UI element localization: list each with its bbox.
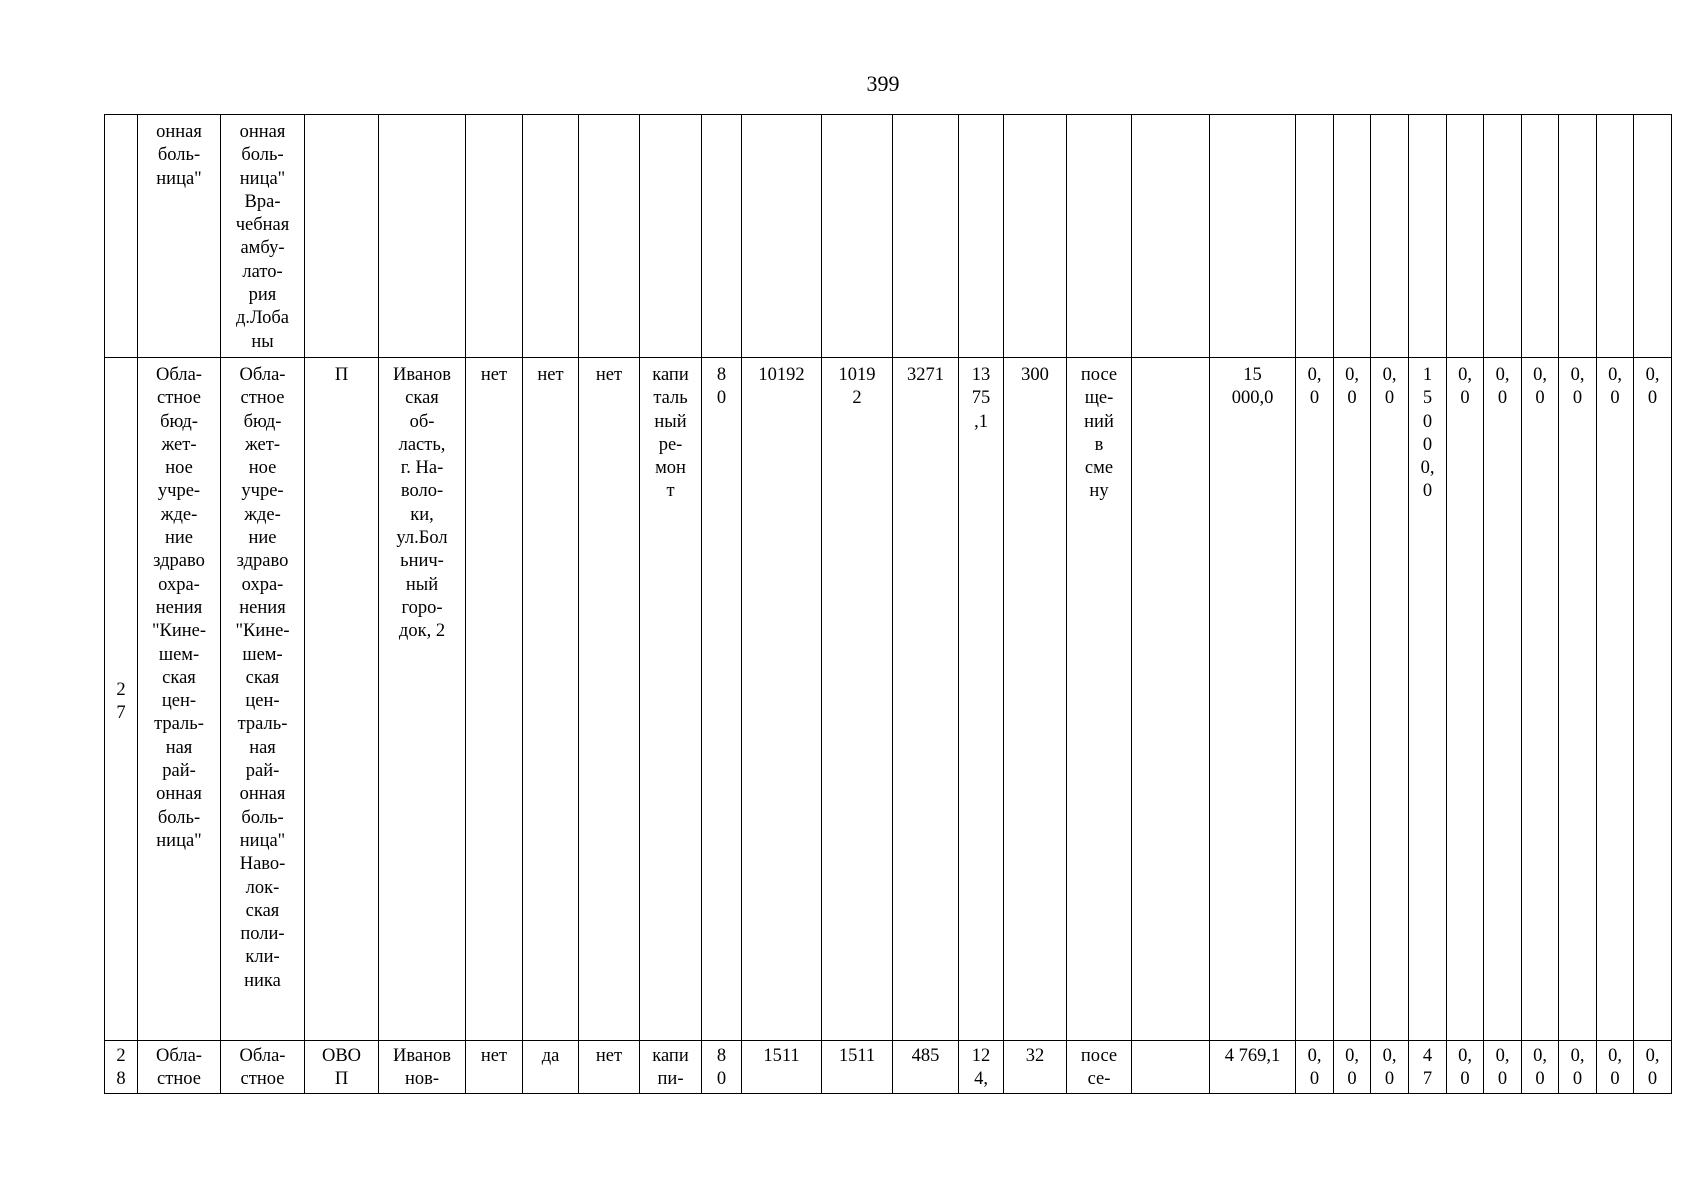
cell-text-line: 0,: [1608, 365, 1622, 385]
cell-text-line: 0: [1347, 388, 1357, 409]
cell-text-line: 2: [116, 1046, 126, 1066]
table-cell: [305, 1041, 379, 1094]
cell-text-line: об-: [409, 411, 435, 432]
cell-text-line: сме: [1084, 458, 1114, 479]
cell-text-line: онная: [239, 122, 286, 142]
cell-text-line: Обла-: [156, 1046, 202, 1066]
table-cell: [1559, 358, 1597, 1041]
cell-text-line: ница": [156, 830, 202, 851]
cell-text-line: цен-: [245, 691, 280, 712]
cell-text-line: ре-: [658, 434, 683, 455]
cell-text-line: амбу-: [240, 238, 285, 259]
cell-text-line: рия: [248, 285, 277, 306]
table-cell: [1004, 358, 1067, 1041]
cell-text-line: поли-: [240, 924, 285, 945]
cell-text-line: Обла-: [239, 1046, 286, 1066]
table-cell: [379, 1041, 466, 1094]
cell-text-line: 0: [1309, 388, 1320, 409]
cell-text-line: ще-: [1084, 388, 1114, 409]
table-cell: [742, 1041, 822, 1094]
cell-text-line: лок-: [245, 877, 280, 898]
table-cell: [1371, 1041, 1409, 1094]
cell-text-line: ьнич-: [400, 551, 444, 572]
cell-text-line: 12: [971, 1046, 991, 1066]
table-cell: [1447, 358, 1484, 1041]
table-cell: [466, 358, 523, 1041]
cell-text-line: здраво: [153, 551, 205, 572]
cell-text-line: Иванов: [393, 365, 451, 385]
table-cell: [1447, 115, 1484, 358]
table-cell: [138, 115, 221, 358]
table-cell: [640, 115, 702, 358]
cell-text-line: чебная: [235, 215, 290, 236]
cell-text-line: 0: [1572, 388, 1583, 409]
table-cell: [702, 1041, 742, 1094]
cell-text-line: траль-: [154, 714, 204, 735]
page-number: 399: [866, 71, 900, 96]
cell-text-line: 0,: [1307, 1046, 1322, 1066]
table-cell: [305, 358, 379, 1041]
table-cell: [138, 358, 221, 1041]
cell-text-line: нения: [155, 597, 203, 618]
cell-text-line: 0,: [1382, 365, 1397, 385]
table-cell: [1447, 1041, 1484, 1094]
cell-text-line: 0: [1535, 1069, 1545, 1090]
cell-text-line: 4,: [974, 1069, 988, 1090]
cell-text-line: стное: [240, 1069, 285, 1090]
table-cell: [466, 115, 523, 358]
cell-text-line: 0: [716, 388, 727, 409]
cell-text-line: мон: [655, 458, 686, 479]
cell-text-line: да: [541, 1046, 560, 1066]
cell-text-line: 5: [1422, 388, 1433, 409]
cell-text-line: ний: [1084, 411, 1114, 432]
cell-text-line: 8: [716, 365, 727, 385]
table-cell: [1559, 1041, 1597, 1094]
cell-text-line: жде-: [160, 504, 198, 525]
table-cell: [959, 358, 1004, 1041]
cell-text-line: 4 769,1: [1224, 1046, 1281, 1066]
table-cell: [1371, 358, 1409, 1041]
cell-text-line: 0,: [1570, 365, 1585, 385]
cell-text-line: ная: [249, 737, 276, 758]
table-cell: [1522, 115, 1559, 358]
table-cell: [1132, 358, 1210, 1041]
cell-text-line: рай-: [162, 761, 196, 782]
cell-text-line: 0,: [1495, 1046, 1510, 1066]
table-cell: [379, 358, 466, 1041]
cell-text-line: 32: [1025, 1046, 1045, 1066]
cell-text-line: ,1: [974, 411, 988, 432]
cell-text-line: Обла-: [156, 365, 202, 385]
cell-text-line: ное: [248, 458, 277, 479]
table-cell: [1484, 358, 1522, 1041]
cell-text-line: бюд-: [160, 411, 198, 432]
cell-text-line: охра-: [158, 574, 200, 595]
cell-text-line: 000,0: [1231, 388, 1274, 409]
table-cell: [1634, 358, 1672, 1041]
cell-text-line: П: [334, 1069, 349, 1090]
cell-text-line: 0: [1422, 481, 1433, 502]
cell-text-line: 0: [1309, 1069, 1320, 1090]
table-row: [105, 1041, 1672, 1094]
cell-text-line: 0: [1572, 1069, 1583, 1090]
cell-text-line: т: [666, 481, 675, 502]
cell-text-line: 3271: [907, 365, 944, 385]
cell-text-line: 0,: [1345, 365, 1359, 385]
cell-text-line: посе: [1080, 1046, 1118, 1066]
table-cell: [523, 358, 579, 1041]
cell-text-line: 300: [1021, 365, 1049, 385]
cell-text-line: д.Лоба: [236, 308, 289, 329]
cell-text-line: ская: [405, 388, 439, 409]
table-cell: [1004, 115, 1067, 358]
cell-text-line: боль-: [241, 145, 284, 166]
cell-text-line: ны: [251, 331, 274, 352]
cell-text-line: 485: [911, 1046, 940, 1066]
table-cell: [959, 115, 1004, 358]
cell-text-line: 0: [1497, 388, 1508, 409]
cell-text-line: кли-: [245, 947, 280, 968]
cell-text-line: 0: [1610, 1069, 1620, 1090]
cell-text-line: 0: [716, 1069, 727, 1090]
cell-text-line: 0: [1384, 1069, 1395, 1090]
data-table: [104, 114, 1672, 1094]
table-cell: [1334, 115, 1371, 358]
table-cell: [742, 115, 822, 358]
cell-text-line: в: [1094, 434, 1104, 455]
cell-text-line: посе: [1080, 365, 1118, 385]
cell-text-line: 0,: [1458, 365, 1472, 385]
cell-text-line: жде-: [244, 504, 281, 525]
table-cell: [579, 1041, 640, 1094]
cell-text-line: 0: [1497, 1069, 1508, 1090]
table-cell: [221, 1041, 305, 1094]
cell-text-line: ница": [156, 168, 202, 189]
table-cell: [1597, 115, 1634, 358]
cell-text-line: 2: [852, 388, 862, 409]
table-cell: [742, 358, 822, 1041]
table-cell: [221, 358, 305, 1041]
cell-text-line: 7: [116, 703, 126, 723]
cell-text-line: ница": [239, 830, 286, 851]
cell-text-line: 2: [116, 679, 126, 700]
cell-text-line: нет: [595, 365, 623, 385]
cell-text-line: 0: [1422, 411, 1433, 432]
table-cell: [466, 1041, 523, 1094]
cell-text-line: ние: [164, 528, 193, 549]
cell-text-line: 0,: [1420, 458, 1435, 479]
cell-text-line: г. На-: [400, 458, 444, 479]
table-cell: [893, 115, 959, 358]
table-cell: [640, 358, 702, 1041]
cell-text-line: капи: [652, 365, 689, 385]
cell-text-line: ласть,: [398, 434, 446, 455]
cell-text-line: 0,: [1345, 1046, 1359, 1066]
cell-text-line: шем-: [158, 644, 200, 665]
cell-text-line: 13: [971, 365, 991, 385]
cell-text-line: жет-: [161, 434, 197, 455]
cell-text-line: 0,: [1382, 1046, 1397, 1066]
cell-text-line: ный: [654, 411, 687, 432]
cell-text-line: П: [334, 365, 349, 385]
cell-text-line: 0: [1347, 1069, 1357, 1090]
cell-text-line: ская: [245, 900, 280, 921]
cell-text-line: 0,: [1495, 365, 1510, 385]
table-cell: [822, 115, 893, 358]
cell-text-line: ская: [162, 667, 196, 688]
table-cell: [822, 358, 893, 1041]
cell-text-line: нет: [537, 365, 564, 385]
table-cell-number: [105, 115, 138, 358]
cell-text-line: ну: [1089, 481, 1109, 502]
table-cell: [1210, 1041, 1296, 1094]
cell-text-line: 0: [1384, 388, 1395, 409]
cell-text-line: ние: [248, 528, 277, 549]
cell-text-line: Вра-: [244, 191, 281, 212]
cell-text-line: нет: [480, 365, 508, 385]
cell-text-line: 1: [1422, 365, 1433, 385]
table-cell: [1067, 358, 1132, 1041]
table-cell: [1334, 358, 1371, 1041]
cell-text-line: таль: [653, 388, 688, 409]
cell-text-line: се-: [1087, 1069, 1111, 1090]
table-cell: [1597, 1041, 1634, 1094]
cell-text-line: 0: [1610, 388, 1620, 409]
cell-text-line: онная: [156, 784, 202, 805]
table-cell: [221, 115, 305, 358]
cell-text-line: 8: [116, 1069, 126, 1090]
table-cell: [1559, 115, 1597, 358]
table-cell: [893, 1041, 959, 1094]
cell-text-line: стное: [157, 388, 201, 409]
table-cell: [379, 115, 466, 358]
table-cell: [1484, 115, 1522, 358]
cell-text-line: стное: [157, 1069, 201, 1090]
table-cell: [523, 115, 579, 358]
table-cell-number: [105, 358, 138, 1041]
cell-text-line: 75: [971, 388, 991, 409]
table-cell: [702, 115, 742, 358]
cell-text-line: 0,: [1458, 1046, 1472, 1066]
cell-text-line: воло-: [400, 481, 444, 502]
cell-text-line: 4: [1422, 1046, 1433, 1066]
cell-text-line: 0,: [1570, 1046, 1585, 1066]
table-cell: [893, 358, 959, 1041]
cell-text-line: охра-: [241, 574, 284, 595]
cell-text-line: Обла-: [239, 365, 286, 385]
cell-text-line: онная: [239, 784, 286, 805]
cell-text-line: цен-: [161, 691, 197, 712]
cell-text-line: Наво-: [239, 854, 286, 875]
cell-text-line: ница": [239, 168, 286, 189]
cell-text-line: траль-: [237, 714, 288, 735]
cell-text-line: 10192: [758, 365, 805, 385]
cell-text-line: ный: [405, 574, 439, 595]
cell-text-line: 0: [1535, 388, 1545, 409]
table-cell: [1132, 115, 1210, 358]
table-cell: [1484, 1041, 1522, 1094]
cell-text-line: док, 2: [398, 621, 446, 642]
cell-text-line: 0: [1460, 388, 1470, 409]
cell-text-line: капи: [652, 1046, 689, 1066]
table-cell: [1296, 115, 1334, 358]
cell-text-line: 0: [1460, 1069, 1470, 1090]
cell-text-line: лато-: [242, 261, 283, 282]
cell-text-line: "Кине-: [235, 621, 290, 642]
cell-text-line: ская: [245, 667, 280, 688]
cell-text-line: 0,: [1645, 1046, 1660, 1066]
table-cell: [1296, 1041, 1334, 1094]
cell-text-line: ул.Бол: [396, 528, 448, 549]
table-cell: [1522, 358, 1559, 1041]
table-cell: [1004, 1041, 1067, 1094]
table-row: [105, 358, 1672, 1041]
cell-text-line: Иванов: [393, 1046, 451, 1066]
cell-text-line: 1511: [838, 1046, 876, 1066]
table-cell: [1067, 1041, 1132, 1094]
table-cell: [579, 358, 640, 1041]
cell-text-line: 0: [1422, 434, 1433, 455]
table-cell: [579, 115, 640, 358]
cell-text-line: онная: [156, 122, 202, 142]
cell-text-line: пи-: [657, 1069, 684, 1090]
cell-text-line: 0,: [1533, 1046, 1547, 1066]
cell-text-line: "Кине-: [151, 621, 207, 642]
cell-text-line: ная: [165, 737, 193, 758]
cell-text-line: нов-: [404, 1069, 440, 1090]
cell-text-line: 7: [1422, 1069, 1433, 1090]
cell-text-line: боль-: [157, 145, 201, 166]
table-cell: [1409, 358, 1447, 1041]
cell-text-line: нения: [239, 597, 286, 618]
table-row: [105, 115, 1672, 358]
table-cell: [1409, 115, 1447, 358]
cell-text-line: бюд-: [243, 411, 282, 432]
table-cell: [1522, 1041, 1559, 1094]
table-cell: [523, 1041, 579, 1094]
cell-text-line: 1511: [763, 1046, 800, 1066]
table-cell: [1210, 115, 1296, 358]
table-cell: [1634, 1041, 1672, 1094]
cell-text-line: ное: [165, 458, 193, 479]
table-cell-number: [105, 1041, 138, 1094]
table-cell: [1634, 115, 1672, 358]
table-cell: [702, 358, 742, 1041]
cell-text-line: боль-: [157, 807, 201, 828]
cell-text-line: учре-: [241, 481, 284, 502]
table-cell: [822, 1041, 893, 1094]
cell-text-line: нет: [595, 1046, 623, 1066]
table-cell: [1409, 1041, 1447, 1094]
table-cell: [138, 1041, 221, 1094]
cell-text-line: 15: [1243, 365, 1262, 385]
cell-text-line: ника: [244, 970, 281, 991]
cell-text-line: 0,: [1307, 365, 1322, 385]
table-cell: [1371, 115, 1409, 358]
table-cell: [1334, 1041, 1371, 1094]
table-cell: [1296, 358, 1334, 1041]
cell-text-line: ОВО: [321, 1046, 362, 1066]
cell-text-line: здраво: [236, 551, 289, 572]
cell-text-line: ки,: [410, 504, 434, 525]
table-cell: [305, 115, 379, 358]
cell-text-line: жет-: [245, 434, 280, 455]
cell-text-line: 8: [716, 1046, 727, 1066]
cell-text-line: 0,: [1645, 365, 1660, 385]
cell-text-line: учре-: [157, 481, 201, 502]
table-cell: [959, 1041, 1004, 1094]
table-cell: [1597, 358, 1634, 1041]
cell-text-line: 0: [1647, 1069, 1658, 1090]
cell-text-line: 1019: [838, 365, 876, 385]
cell-text-line: рай-: [245, 761, 280, 782]
cell-text-line: 0,: [1533, 365, 1547, 385]
cell-text-line: стное: [240, 388, 285, 409]
table-cell: [640, 1041, 702, 1094]
cell-text-line: 0: [1647, 388, 1658, 409]
cell-text-line: нет: [480, 1046, 508, 1066]
table-cell: [1067, 115, 1132, 358]
cell-text-line: боль-: [241, 807, 284, 828]
table-cell: [1132, 1041, 1210, 1094]
cell-text-line: горо-: [401, 597, 443, 618]
table-cell: [1210, 358, 1296, 1041]
cell-text-line: шем-: [242, 644, 283, 665]
cell-text-line: 0,: [1608, 1046, 1622, 1066]
